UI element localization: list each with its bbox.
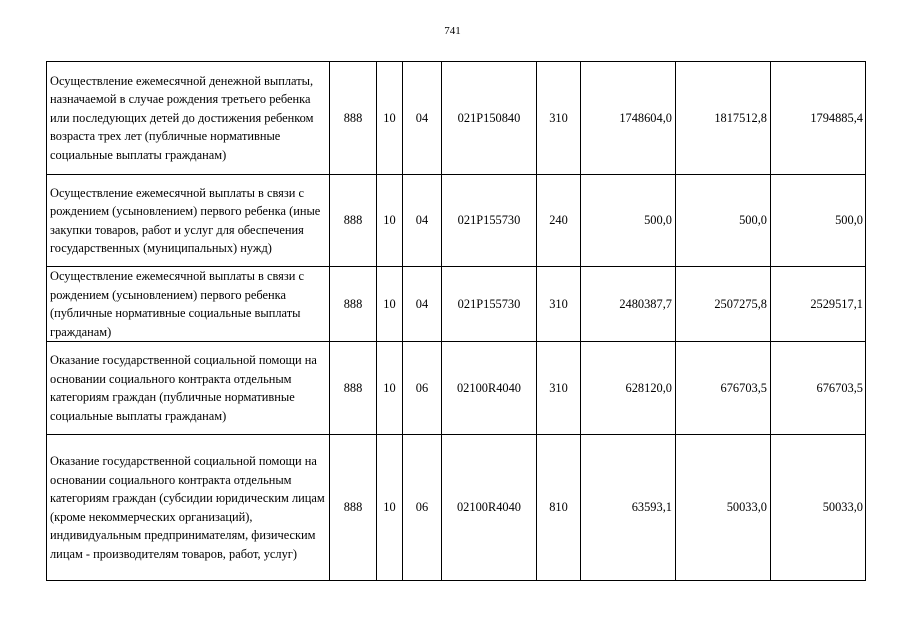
ministry-code: 888 bbox=[330, 175, 377, 267]
amount-year-3: 50033,0 bbox=[771, 435, 866, 581]
table-row bbox=[47, 175, 866, 267]
amount-year-3: 1794885,4 bbox=[771, 62, 866, 175]
amount-year-1: 2480387,7 bbox=[581, 267, 676, 342]
subsection-code: 04 bbox=[403, 267, 442, 342]
expense-type-code: 310 bbox=[537, 342, 581, 435]
ministry-code: 888 bbox=[330, 267, 377, 342]
ministry-code: 888 bbox=[330, 435, 377, 581]
target-article-code: 021P155730 bbox=[442, 267, 537, 342]
page-number: 741 bbox=[444, 25, 461, 37]
table-row bbox=[47, 267, 866, 342]
amount-year-2: 500,0 bbox=[676, 175, 771, 267]
expense-type-code: 810 bbox=[537, 435, 581, 581]
row-description: Оказание государственной социальной помощи на основании социального контракта отдельным категориям граждан (субсидии юридическим лицам (кроме некоммерческих организаций), индивидуальным предпринимателям, физическим лицам - производителям товаров, работ, услуг) bbox=[47, 435, 330, 581]
ministry-code: 888 bbox=[330, 342, 377, 435]
section-code: 10 bbox=[377, 342, 403, 435]
target-article-code: 021P150840 bbox=[442, 62, 537, 175]
amount-year-2: 2507275,8 bbox=[676, 267, 771, 342]
section-code: 10 bbox=[377, 267, 403, 342]
section-code: 10 bbox=[377, 62, 403, 175]
target-article-code: 02100R4040 bbox=[442, 342, 537, 435]
subsection-code: 04 bbox=[403, 175, 442, 267]
target-article-code: 021P155730 bbox=[442, 175, 537, 267]
amount-year-2: 50033,0 bbox=[676, 435, 771, 581]
row-description: Осуществление ежемесячной денежной выплаты, назначаемой в случае рождения третьего ребенка или последующих детей до достижения ребенком возраста трех лет (публичные нормативные социальные выплаты гражданам) bbox=[47, 62, 330, 175]
row-description: Оказание государственной социальной помощи на основании социального контракта отдельным категориям граждан (публичные нормативные социальные выплаты гражданам) bbox=[47, 342, 330, 435]
budget-table bbox=[46, 61, 866, 581]
amount-year-2: 1817512,8 bbox=[676, 62, 771, 175]
amount-year-3: 500,0 bbox=[771, 175, 866, 267]
subsection-code: 06 bbox=[403, 435, 442, 581]
amount-year-1: 500,0 bbox=[581, 175, 676, 267]
target-article-code: 02100R4040 bbox=[442, 435, 537, 581]
expense-type-code: 240 bbox=[537, 175, 581, 267]
amount-year-1: 63593,1 bbox=[581, 435, 676, 581]
expense-type-code: 310 bbox=[537, 62, 581, 175]
table-row bbox=[47, 435, 866, 581]
amount-year-1: 628120,0 bbox=[581, 342, 676, 435]
amount-year-3: 2529517,1 bbox=[771, 267, 866, 342]
table-row bbox=[47, 342, 866, 435]
subsection-code: 06 bbox=[403, 342, 442, 435]
row-description: Осуществление ежемесячной выплаты в связи с рождением (усыновлением) первого ребенка (иные закупки товаров, работ и услуг для обеспечения государственных (муниципальных) нужд) bbox=[47, 175, 330, 267]
amount-year-2: 676703,5 bbox=[676, 342, 771, 435]
section-code: 10 bbox=[377, 175, 403, 267]
ministry-code: 888 bbox=[330, 62, 377, 175]
table-row bbox=[47, 62, 866, 175]
row-description: Осуществление ежемесячной выплаты в связи с рождением (усыновлением) первого ребенка (публичные нормативные социальные выплаты гражданам) bbox=[47, 267, 330, 342]
subsection-code: 04 bbox=[403, 62, 442, 175]
expense-type-code: 310 bbox=[537, 267, 581, 342]
amount-year-3: 676703,5 bbox=[771, 342, 866, 435]
amount-year-1: 1748604,0 bbox=[581, 62, 676, 175]
section-code: 10 bbox=[377, 435, 403, 581]
